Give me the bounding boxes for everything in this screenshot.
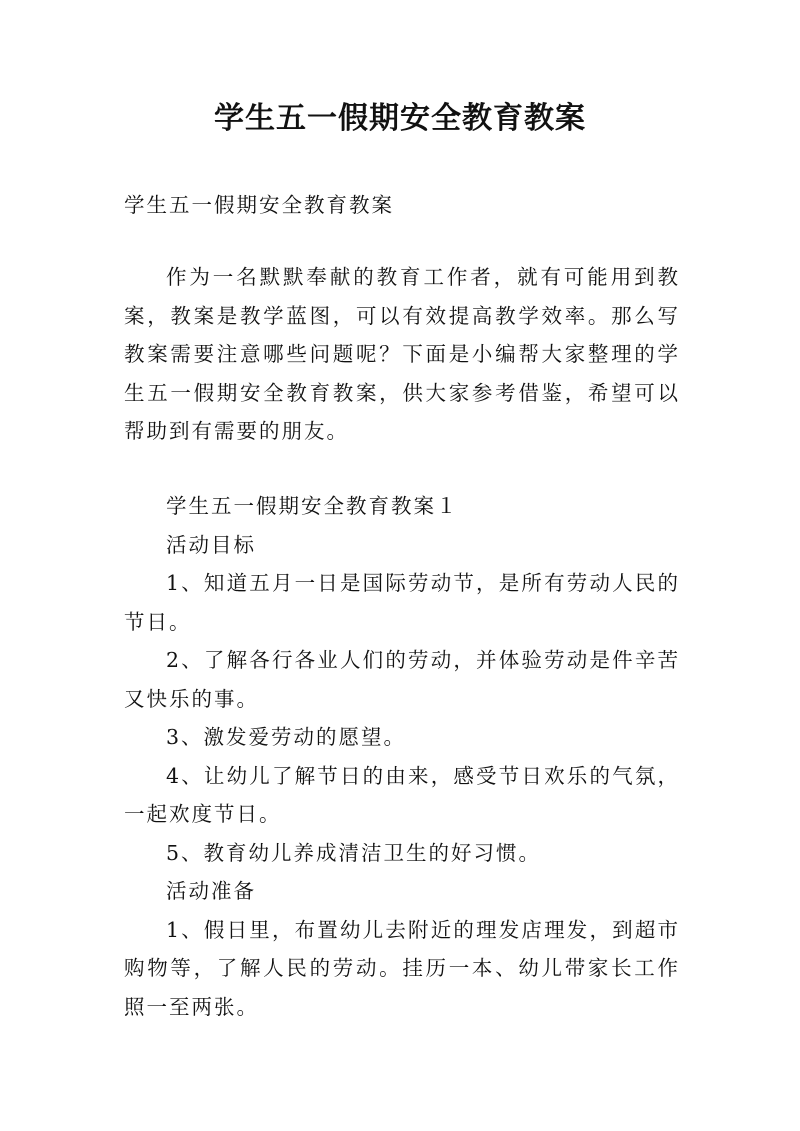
intro-paragraph: 作为一名默默奉献的教育工作者，就有可能用到教案，教案是教学蓝图，可以有效提高教学效率。那么写教案需要注意哪些问题呢？下面是小编帮大家整理的学生五一假期安全教育教案，供大家参考借鉴，希望可以帮助到有需要的朋友。 [124, 265, 680, 443]
section-label-preparation: 活动准备 [166, 879, 256, 903]
list-item: 5、教育幼儿养成清洁卫生的好习惯。 [166, 840, 542, 865]
document-body [124, 487, 680, 1026]
list-item: 1、假日里，布置幼儿去附近的理发店理发，到超市购物等，了解人民的劳动。挂历一本、幼儿带家长工作照一至两张。 [124, 917, 680, 1019]
list-item: 4、让幼儿了解节日的由来，感受节日欢乐的气氛，一起欢度节日。 [124, 763, 680, 826]
section-label-goals: 活动目标 [166, 532, 256, 557]
section-heading: 学生五一假期安全教育教案１ [166, 494, 459, 518]
document-subtitle: 学生五一假期安全教育教案 [124, 193, 394, 217]
list-item: 3、激发爱劳动的愿望。 [166, 725, 407, 749]
document-title: 学生五一假期安全教育教案 [214, 101, 586, 136]
list-item: 2、了解各行各业人们的劳动，并体验劳动是件辛苦又快乐的事。 [124, 648, 680, 711]
list-item: 1、知道五月一日是国际劳动节，是所有劳动人民的节日。 [124, 571, 680, 634]
